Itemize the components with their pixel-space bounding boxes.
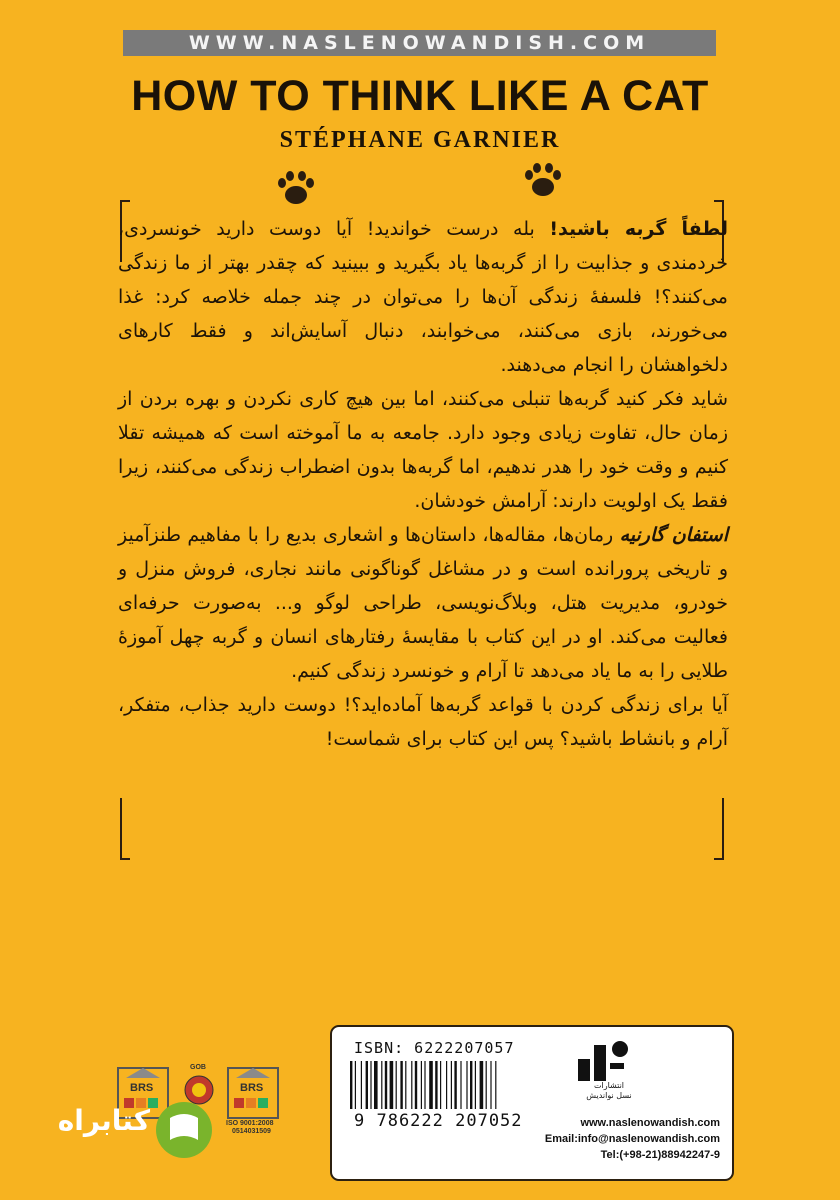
barcode-bar [361,1061,362,1109]
barcode-bar [460,1061,461,1109]
barcode-bar [495,1061,496,1109]
blurb-lead-phrase: لطفاً گربه باشید! [549,218,728,240]
barcode-number: 9 786222 207052 [354,1111,523,1131]
ketabrah-watermark [40,1090,220,1170]
barcode-bar [486,1061,487,1109]
barcode-bar [381,1061,382,1109]
iso-line-2: 0514031509 [232,1128,271,1135]
barcode-bar [385,1061,387,1109]
barcode-bar [446,1061,447,1109]
barcode-bar [400,1061,402,1109]
barcode-bar [396,1061,397,1109]
brs-label-right: BRS [240,1082,264,1094]
barcode-bar [490,1061,491,1109]
website-banner: WWW.NASLENOWANDISH.COM [123,30,716,56]
barcode-bar [440,1061,441,1109]
publisher-name [574,1081,644,1101]
blurb-paragraph-4: آیا برای زندگی کردن با قواعد گربه‌ها آماده‌اید؟! دوست دارید جذاب، متفکر، آرام و بانشاط باشید؟ پس این کتاب برای شماست! [118,694,728,750]
barcode-bar [370,1061,371,1109]
barcode [350,1061,550,1111]
publisher-phone: Tel:(+98-21)88942247-9 [600,1149,720,1161]
barcode-bar [480,1061,484,1109]
barcode-bar [424,1061,425,1109]
barcode-bar [429,1061,433,1109]
barcode-bar [435,1061,437,1109]
isbn-label: ISBN: 6222207057 [354,1039,515,1057]
book-title: HOW TO THINK LIKE A CAT [131,72,709,120]
blurb-text [118,212,728,756]
blurb-paragraph-3-text: رمان‌ها، مقاله‌ها، داستان‌ها و اشعاری بدیع را با مفاهیم طنزآمیز و تاریخی پرورانده است و در مشاغل گوناگونی مانند نجاری، فروش منزل و خودرو، مدیریت هتل، وبلاگ‌نویسی، طراحی لوگو و... به‌صورت حرفه‌ای فعالیت می‌کند. او در این کتاب با مقایسهٔ رفتارهای انسان و گربه چهل آموزهٔ طلایی را به ما یاد می‌دهد تا آرام و خونسرد زندگی کنیم. [118,524,728,682]
barcode-bar [374,1061,378,1109]
barcode-bar [411,1061,412,1109]
author-name-persian: استفان گارنیه [619,524,728,546]
barcode-bar [390,1061,394,1109]
frame-corner-bottom-left [120,798,130,860]
paw-print-icon-right [523,162,563,198]
barcode-bar [405,1061,406,1109]
barcode-bar [415,1061,417,1109]
blurb-paragraph-2: شاید فکر کنید گربه‌ها تنبلی می‌کنند، اما بین هیچ کاری نکردن و بهره بردن از زمان حال، تفاوت زیادی وجود دارد. جامعه به ما آموخته است که همیشه تقلا کنیم و وقت خود را هدر ندهیم، اما گربه‌ها بدون اضطراب زندگی می‌کنند، زیرا فقط یک اولویت دارند: آرامش خودشان. [118,388,728,512]
barcode-bar [355,1061,356,1109]
ketabrah-label: کتابراه [57,1104,150,1137]
publisher-email: Email:info@naslenowandish.com [544,1133,720,1145]
iso-line-1: ISO 9001:2008 [226,1120,274,1127]
blurb-paragraph-1-text: بله درست خواندید! آیا دوست دارید خونسردی، خردمندی و جذابیت را از گربه‌ها یاد بگیرید و ببینید که چقدر بهتر از ما زندگی می‌کنند؟! فلسفهٔ زندگی آن‌ها را می‌توان در چند جمله خلاصه کرد: غذا می‌خورند، بازی می‌کنند، می‌خوابند، دنبال آسایش‌اند و فقط کارهای دلخواهشان را انجام می‌دهند. [118,218,728,376]
barcode-bar [366,1061,368,1109]
barcode-bar [466,1061,467,1109]
publisher-website: www.naslenowandish.com [580,1117,720,1129]
barcode-bar [451,1061,452,1109]
frame-corner-bottom-right [714,798,724,860]
barcode-bar [454,1061,456,1109]
publisher-name-line-2: نسل نواندیش [586,1091,632,1100]
brs-label-left: BRS [130,1082,154,1094]
gob-label: GOB [190,1064,206,1071]
blurb-paragraph-1 [118,212,728,382]
isbn-panel [330,1025,734,1181]
blurb-paragraph-3 [118,518,728,688]
book-author: STÉPHANE GARNIER [279,127,561,153]
publisher-name-line-1: انتشارات [593,1081,625,1090]
barcode-bar [470,1061,472,1109]
barcode-bar [475,1061,476,1109]
barcode-bar [350,1061,352,1109]
barcode-bar [421,1061,422,1109]
